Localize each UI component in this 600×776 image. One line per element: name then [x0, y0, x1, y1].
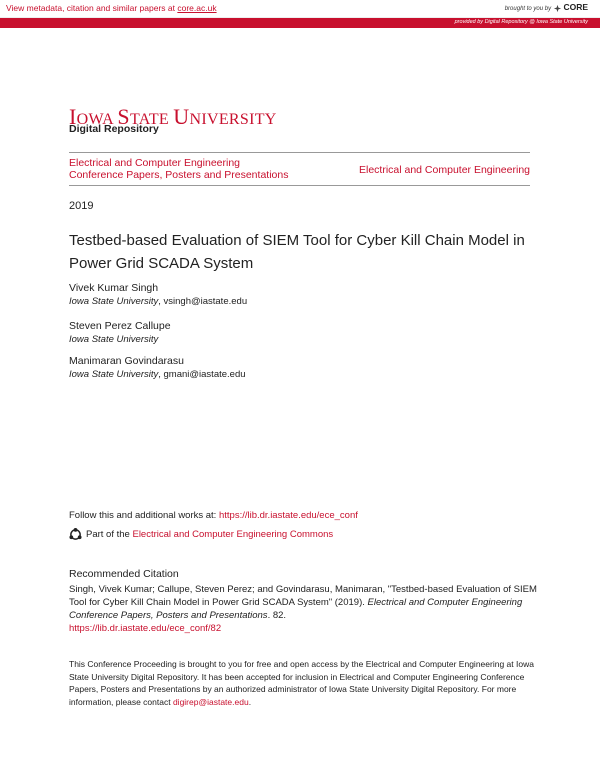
author-name-2: Steven Perez Callupe — [69, 320, 171, 332]
core-metadata-link[interactable] — [6, 3, 217, 13]
footer-notice: This Conference Proceeding is brought to you for free and open access by the Electrical and Computer Engineering at Iowa State University Digital Repository. It has been accepted for inclusion in Electrical and Computer Engineering Conference Papers, Posters and Presentations by an authorized administrator of Iowa State University Digital Repository. For more information, please contact digirep@iastate.edu. — [69, 659, 534, 707]
author-affiliation-2: Iowa State University — [69, 334, 159, 345]
author-name-3: Manimaran Govindarasu — [69, 355, 184, 367]
core-provided-text: provided by Digital Repository @ Iowa State University — [454, 19, 588, 25]
isu-logo-wordmark: IOWA STATE UNIVERSITY — [69, 104, 277, 129]
series-link[interactable] — [69, 157, 329, 181]
citation-heading: Recommended Citation — [69, 568, 179, 580]
core-top-bar — [0, 0, 600, 18]
follow-line — [69, 510, 358, 521]
citation-url-link[interactable]: https://lib.dr.iastate.edu/ece_conf/82 — [69, 623, 222, 634]
series-line-2: Conference Papers, Posters and Presentations — [69, 169, 289, 181]
commons-link[interactable]: Electrical and Computer Engineering Commons — [132, 529, 334, 540]
header-divider-bottom — [69, 185, 530, 186]
contact-email-link[interactable]: digirep@iastate.edu — [172, 696, 249, 707]
part-of-text: Part of the — [86, 529, 130, 540]
series-line-1: Electrical and Computer Engineering — [69, 157, 241, 169]
core-brought-by — [505, 2, 588, 13]
follow-link[interactable]: https://lib.dr.iastate.edu/ece_conf — [218, 510, 358, 521]
department-link[interactable]: Electrical and Computer Engineering — [358, 164, 530, 176]
part-of-line — [69, 528, 333, 541]
isu-logo-subtitle: Digital Repository — [69, 123, 159, 135]
core-metadata-text: View metadata, citation and similar papers at — [6, 3, 178, 13]
core-banner — [0, 0, 600, 29]
brought-text: brought to you by — [504, 6, 552, 12]
core-ac-uk-link[interactable]: core.ac.uk — [177, 3, 217, 13]
network-commons-icon — [69, 528, 82, 541]
follow-text: Follow this and additional works at: — [69, 510, 219, 521]
author-affiliation-1: Iowa State University, vsingh@iastate.edu — [69, 296, 248, 307]
author-affiliation-3: Iowa State University, gmani@iastate.edu — [69, 369, 246, 380]
header-divider-top — [69, 152, 530, 153]
core-provided-bar — [0, 18, 600, 28]
citation-body: Singh, Vivek Kumar; Callupe, Steven Perez; and Govindarasu, Manimaran, "Testbed-based Evaluation of SIEM Tool for Cyber Kill Chain Model in Power Grid SCADA System" (2019). Electrical and Computer Engineering Conference Papers, Posters and Presentations. 82. https://lib.dr.iastate.edu/ece_conf/82 — [69, 584, 537, 634]
author-name-1: Vivek Kumar Singh — [69, 282, 159, 294]
core-logo-text[interactable]: CORE — [563, 2, 588, 12]
core-logo-icon — [553, 4, 562, 13]
paper-title: Testbed-based Evaluation of SIEM Tool for Cyber Kill Chain Model in Power Grid SCADA System — [69, 232, 525, 272]
publication-year: 2019 — [69, 200, 94, 212]
